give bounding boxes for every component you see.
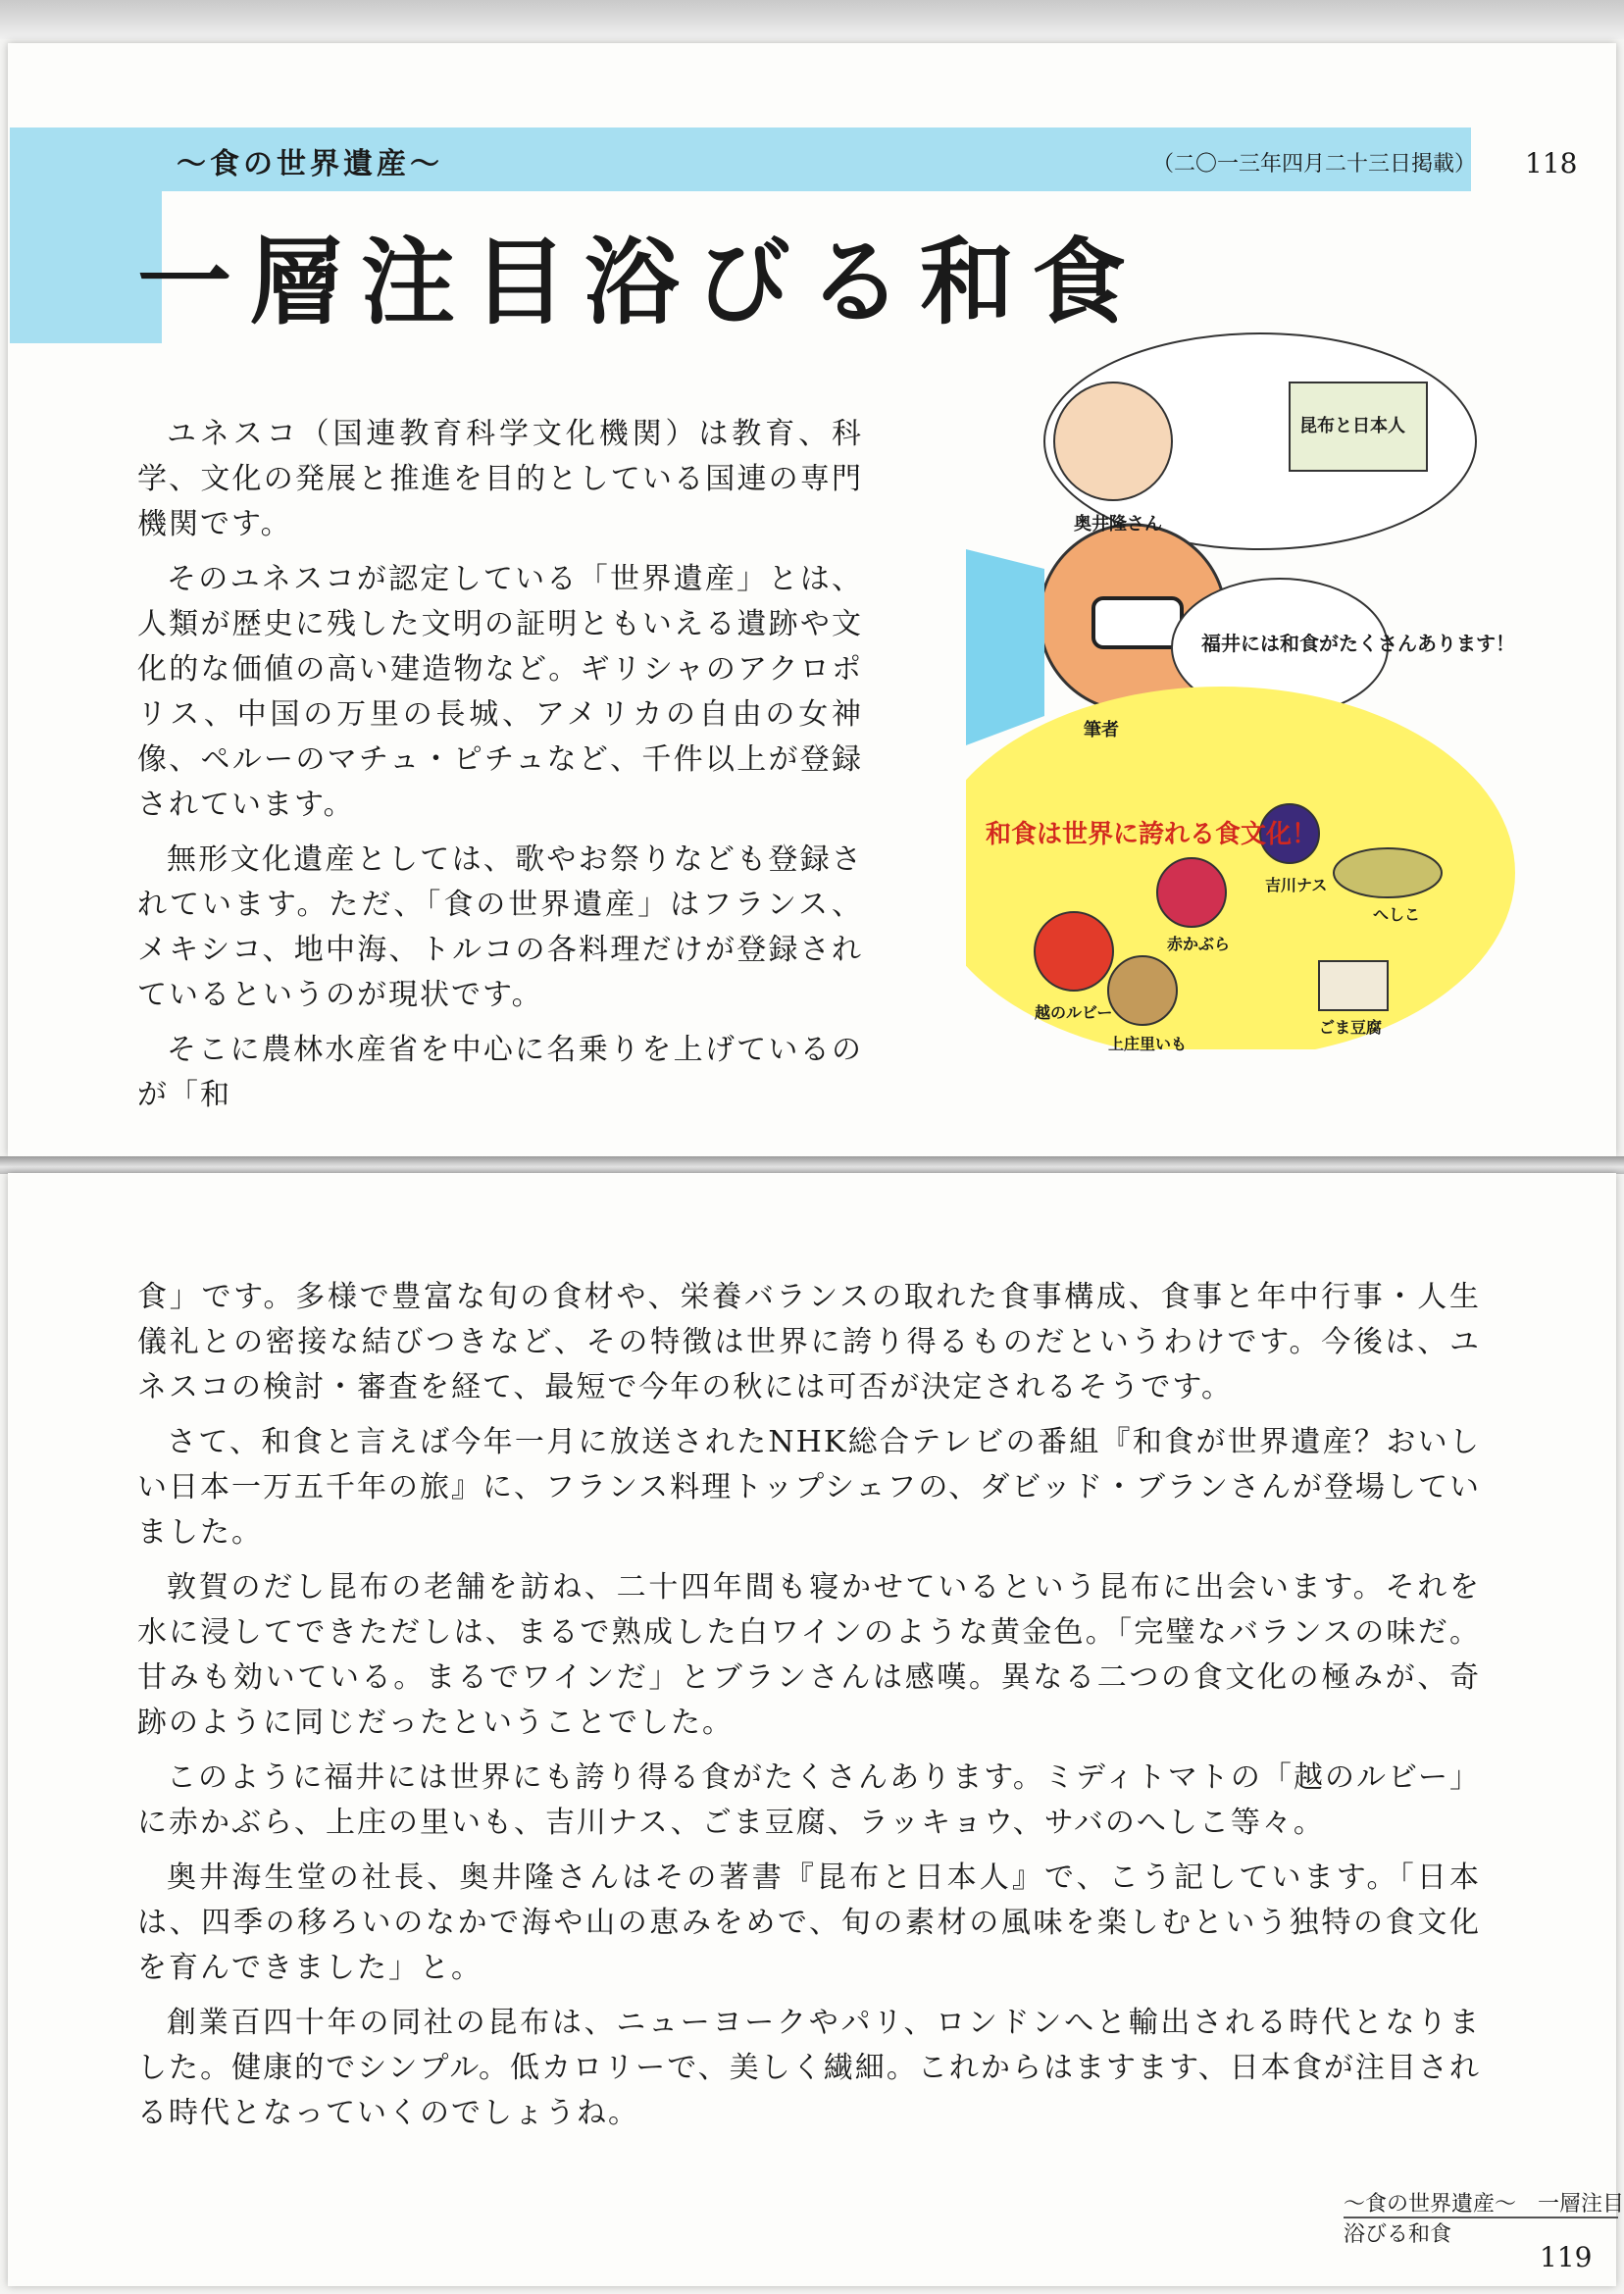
food-label: へしこ: [1373, 905, 1421, 924]
food-label: ごま豆腐: [1319, 1018, 1383, 1037]
scan-edge: [0, 0, 1624, 39]
running-head: 〜食の世界遺産〜 一層注目浴びる和食: [1344, 2192, 1624, 2247]
publication-date: （二〇一三年四月二十三日掲載）: [1152, 152, 1477, 177]
sesame-tofu-icon: [1319, 961, 1388, 1010]
illustration: [966, 324, 1515, 1053]
food-label: 赤かぶら: [1167, 935, 1231, 953]
series-title: 〜食の世界遺産〜: [177, 147, 443, 181]
speech-bubble-text: 福井には和食がたくさんあります！: [1201, 632, 1515, 655]
blue-shape: [966, 549, 1044, 745]
red-turnip-icon: [1157, 858, 1226, 927]
food-banner-label: 和食は世界に誇れる食文化！: [986, 820, 1318, 849]
book-label: 昆布と日本人: [1299, 416, 1405, 436]
food-label: 吉川ナス: [1265, 876, 1328, 894]
page-number-bottom: 119: [1540, 2241, 1593, 2273]
paragraph: そこに農林水産省を中心に名乗りを上げているのが「和: [137, 1033, 863, 1112]
man-face-1: [1054, 382, 1172, 500]
paragraph: 奥井海生堂の社長、奥井隆さんはその著書『昆布と日本人』で、こう記しています。「日本は、四季の移ろいのなかで海や山の恵みをめで、旬の素材の風味を楽しむという独特の食文化を育んできました」と。: [137, 1861, 1481, 1985]
paragraph: ユネスコ（国連教育科学文化機関）は教育、科学、文化の発展と推進を目的としている国連の専門機関です。: [137, 417, 863, 541]
tomato-icon: [1035, 912, 1113, 991]
person-label-2: 筆者: [1084, 720, 1119, 740]
paragraph: 創業百四十年の同社の昆布は、ニューヨークやパリ、ロンドンへと輸出される時代となりました。健康的でシンプル。低カロリーで、美しく繊細。これからはますます、日本食が注目される時代となっていくのでしょうね。: [137, 2006, 1481, 2130]
article-body-bottom: [137, 1275, 1481, 2146]
paragraph: 無形文化遺産としては、歌やお祭りなども登録されています。ただ、「食の世界遺産」はフランス、メキシコ、地中海、トルコの各料理だけが登録されているというのが現状です。: [137, 842, 863, 1012]
book-gutter: [0, 1156, 1624, 1174]
paragraph: そのユネスコが認定している「世界遺産」とは、人類が歴史に残した文明の証明ともいえる遺跡や文化的な価値の高い建造物など。ギリシャのアクロポリス、中国の万里の長城、アメリカの自由の女神像、ペルーのマチュ・ピチュなど、千件以上が登録されています。: [137, 562, 863, 822]
illustration-art: [966, 324, 1515, 1049]
food-label: 越のルビー: [1035, 1003, 1113, 1022]
article-title: 一層注目浴びる和食: [137, 227, 1143, 337]
paragraph: 食」です。多様で豊富な旬の食材や、栄養バランスの取れた食事構成、食事と年中行事・人生儀礼との密接な結びつきなど、その特徴は世界に誇り得るものだというわけです。今後は、ユネスコの検討・審査を経て、最短で今年の秋には可否が決定されるそうです。: [137, 1280, 1481, 1404]
paragraph: このように福井には世界にも誇り得る食がたくさんあります。ミディトマトの「越のルビー」に赤かぶら、上庄の里いも、吉川ナス、ごま豆腐、ラッキョウ、サバのへしこ等々。: [137, 1760, 1481, 1840]
article-body-top: [137, 412, 863, 1128]
person-label-1: 奥井隆さん: [1074, 514, 1162, 535]
paragraph: 敦賀のだし昆布の老舗を訪ね、二十四年間も寝かせているという昆布に出会います。それを水に浸してできただしは、まるで熟成した白ワインのような黄金色。「完璧なバランスの味だ。甘みも効いている。まるでワインだ」とブランさんは感嘆。異なる二つの食文化の極みが、奇跡のように同じだったということでした。: [137, 1570, 1481, 1740]
paragraph: さて、和食と言えば今年一月に放送されたNHK総合テレビの番組『和食が世界遺産？おいしい日本一万五千年の旅』に、フランス料理トップシェフの、ダビッド・ブランさんが登場していました。: [137, 1425, 1481, 1550]
food-label: 上庄里いも: [1108, 1035, 1188, 1053]
page-number-top: 118: [1525, 147, 1578, 179]
glasses-icon: [1093, 598, 1182, 647]
mackerel-icon: [1334, 848, 1442, 897]
taro-icon: [1108, 956, 1177, 1025]
footer-rule: [1344, 2217, 1618, 2218]
